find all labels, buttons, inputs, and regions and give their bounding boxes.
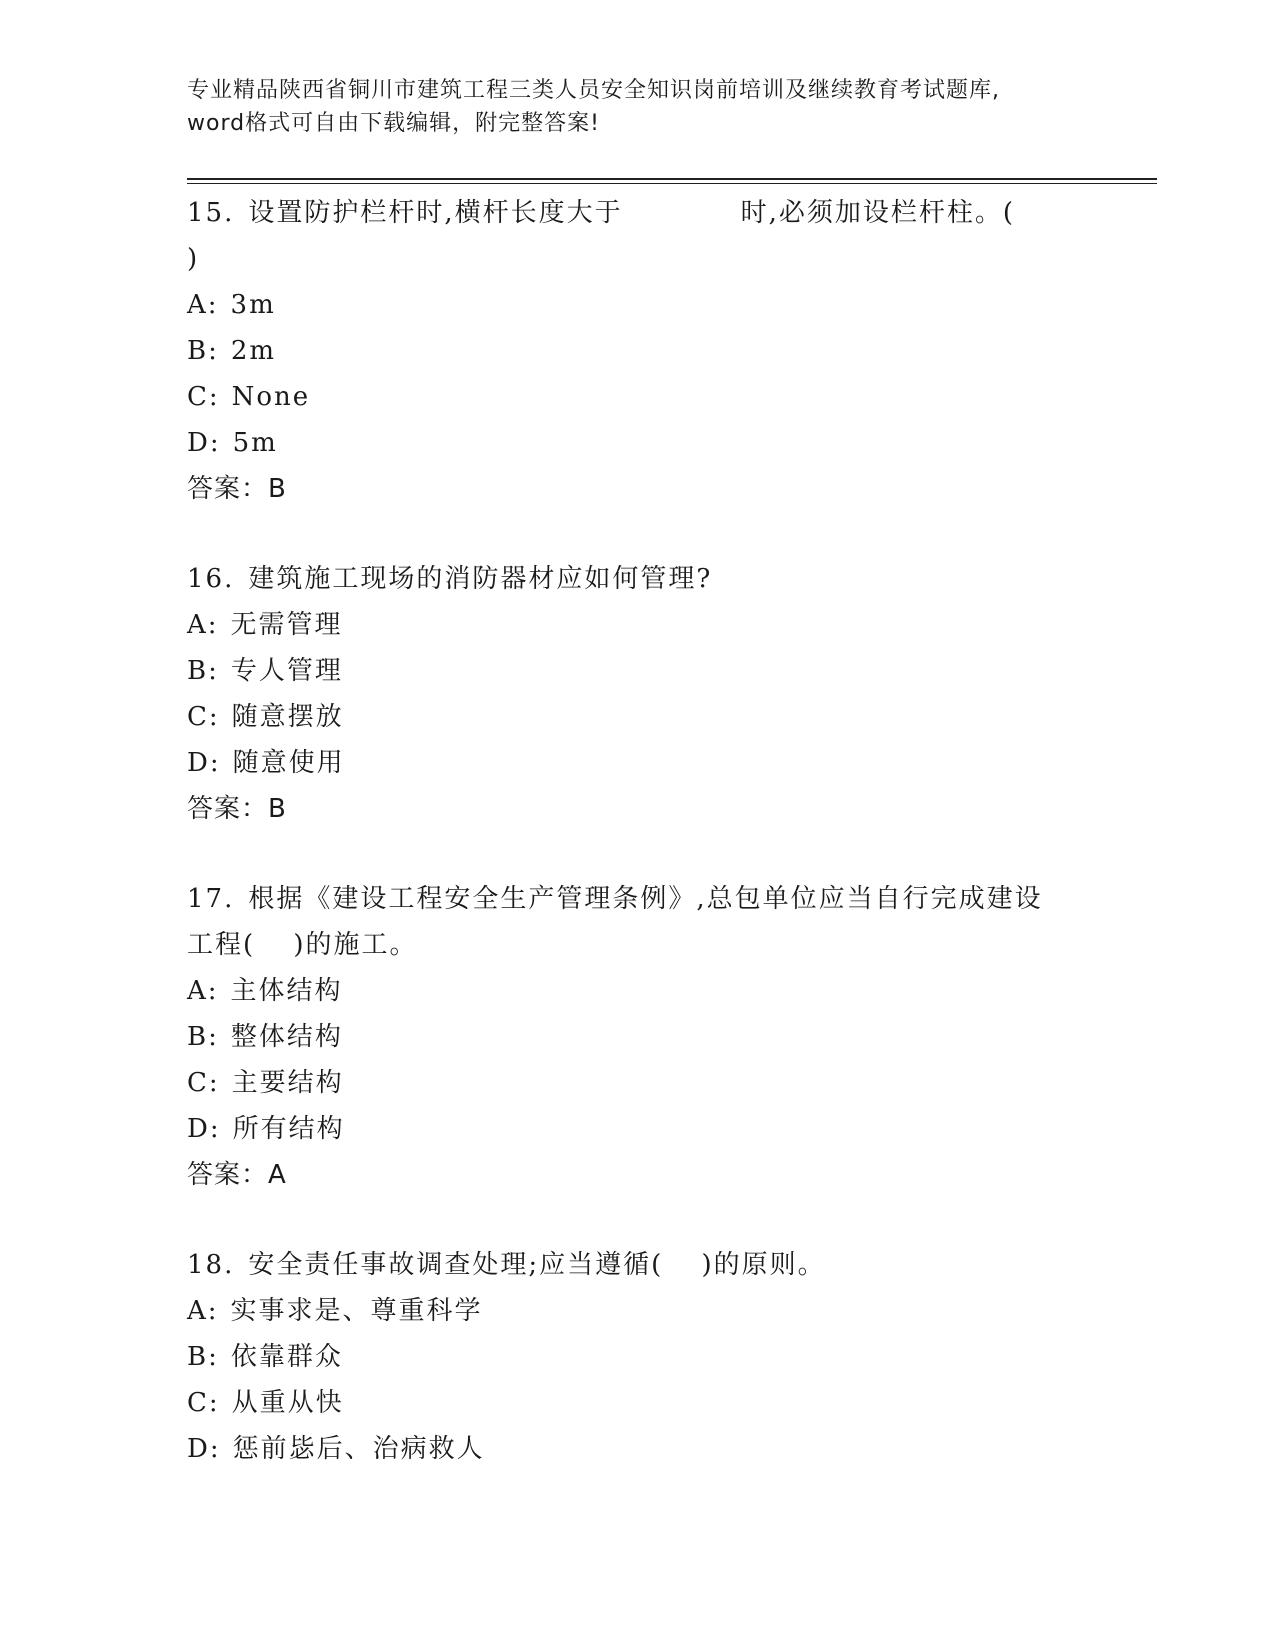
option-key: A: <box>187 976 219 1006</box>
question-text: 时,必须加设栏杆柱。( <box>740 198 1016 228</box>
option-key: C: <box>187 1068 220 1098</box>
question-17 <box>187 876 1147 1198</box>
option-text: 专人管理 <box>230 656 343 686</box>
question-stem <box>187 1242 1147 1288</box>
option-a <box>187 282 1147 328</box>
question-number: 17. <box>187 884 235 914</box>
question-15 <box>187 190 1147 512</box>
question-number: 15. <box>187 198 235 228</box>
option-d <box>187 1426 1147 1472</box>
option-b <box>187 1334 1147 1380</box>
question-text: 根据《建设工程安全生产管理条例》,总包单位应当自行完成建设 <box>248 884 1043 914</box>
option-c <box>187 1380 1147 1426</box>
option-text: 从重从快 <box>231 1388 344 1418</box>
option-a <box>187 968 1147 1014</box>
option-key: D: <box>187 1434 221 1464</box>
option-b <box>187 328 1147 374</box>
header-divider <box>187 178 1157 180</box>
option-c <box>187 694 1147 740</box>
question-stem-continued: 工程( )的施工。 <box>187 930 418 960</box>
option-text: 主体结构 <box>230 976 343 1006</box>
question-separator <box>187 832 1147 876</box>
document-header <box>187 74 1087 140</box>
option-text: 实事求是、尊重科学 <box>230 1296 483 1326</box>
question-16 <box>187 556 1147 832</box>
option-text: 所有结构 <box>232 1114 345 1144</box>
header-line-2: word格式可自由下载编辑，附完整答案! <box>187 111 600 136</box>
answer-line: 答案：B <box>187 474 287 504</box>
header-line-1: 专业精品陕西省铜川市建筑工程三类人员安全知识岗前培训及继续教育考试题库, <box>187 78 1000 103</box>
option-text: 主要结构 <box>231 1068 344 1098</box>
question-text: 设置防护栏杆时,横杆长度大于 <box>248 198 623 228</box>
question-18 <box>187 1242 1147 1472</box>
question-stem <box>187 876 1147 922</box>
option-key: A: <box>187 1296 219 1326</box>
option-a <box>187 602 1147 648</box>
question-number: 18. <box>187 1250 235 1280</box>
header-divider-thin <box>187 183 1157 184</box>
option-text: 惩前毖后、治病救人 <box>232 1434 485 1464</box>
option-key: B: <box>187 656 219 686</box>
option-b <box>187 648 1147 694</box>
option-key: D: <box>187 748 221 778</box>
question-stem-continued: ) <box>187 244 200 274</box>
option-key: D: <box>187 1114 221 1144</box>
option-text: 随意使用 <box>232 748 345 778</box>
option-c <box>187 1060 1147 1106</box>
question-separator <box>187 1198 1147 1242</box>
option-key: C: <box>187 702 220 732</box>
option-key: C: <box>187 382 220 412</box>
question-text: 安全责任事故调查处理;应当遵循( )的原则。 <box>248 1250 826 1280</box>
option-text: 3m <box>230 290 276 320</box>
option-c <box>187 374 1147 420</box>
option-text: 随意摆放 <box>231 702 344 732</box>
option-a <box>187 1288 1147 1334</box>
option-d <box>187 420 1147 466</box>
question-stem <box>187 556 1147 602</box>
question-stem <box>187 190 1147 236</box>
option-key: B: <box>187 1022 219 1052</box>
option-text: 2m <box>230 336 277 366</box>
option-text: 无需管理 <box>230 610 343 640</box>
option-text: None <box>231 382 311 412</box>
option-key: D: <box>187 428 221 458</box>
answer-line: 答案：B <box>187 794 287 824</box>
option-key: B: <box>187 336 219 366</box>
option-text: 5m <box>232 428 278 458</box>
question-number: 16. <box>187 564 235 594</box>
option-key: C: <box>187 1388 220 1418</box>
option-d <box>187 1106 1147 1152</box>
answer-line: 答案：A <box>187 1160 287 1190</box>
option-text: 依靠群众 <box>230 1342 343 1372</box>
option-b <box>187 1014 1147 1060</box>
question-list <box>187 190 1147 1472</box>
question-separator <box>187 512 1147 556</box>
question-text: 建筑施工现场的消防器材应如何管理? <box>248 564 713 594</box>
option-text: 整体结构 <box>230 1022 343 1052</box>
option-key: B: <box>187 1342 219 1372</box>
option-d <box>187 740 1147 786</box>
option-key: A: <box>187 610 219 640</box>
option-key: A: <box>187 290 219 320</box>
